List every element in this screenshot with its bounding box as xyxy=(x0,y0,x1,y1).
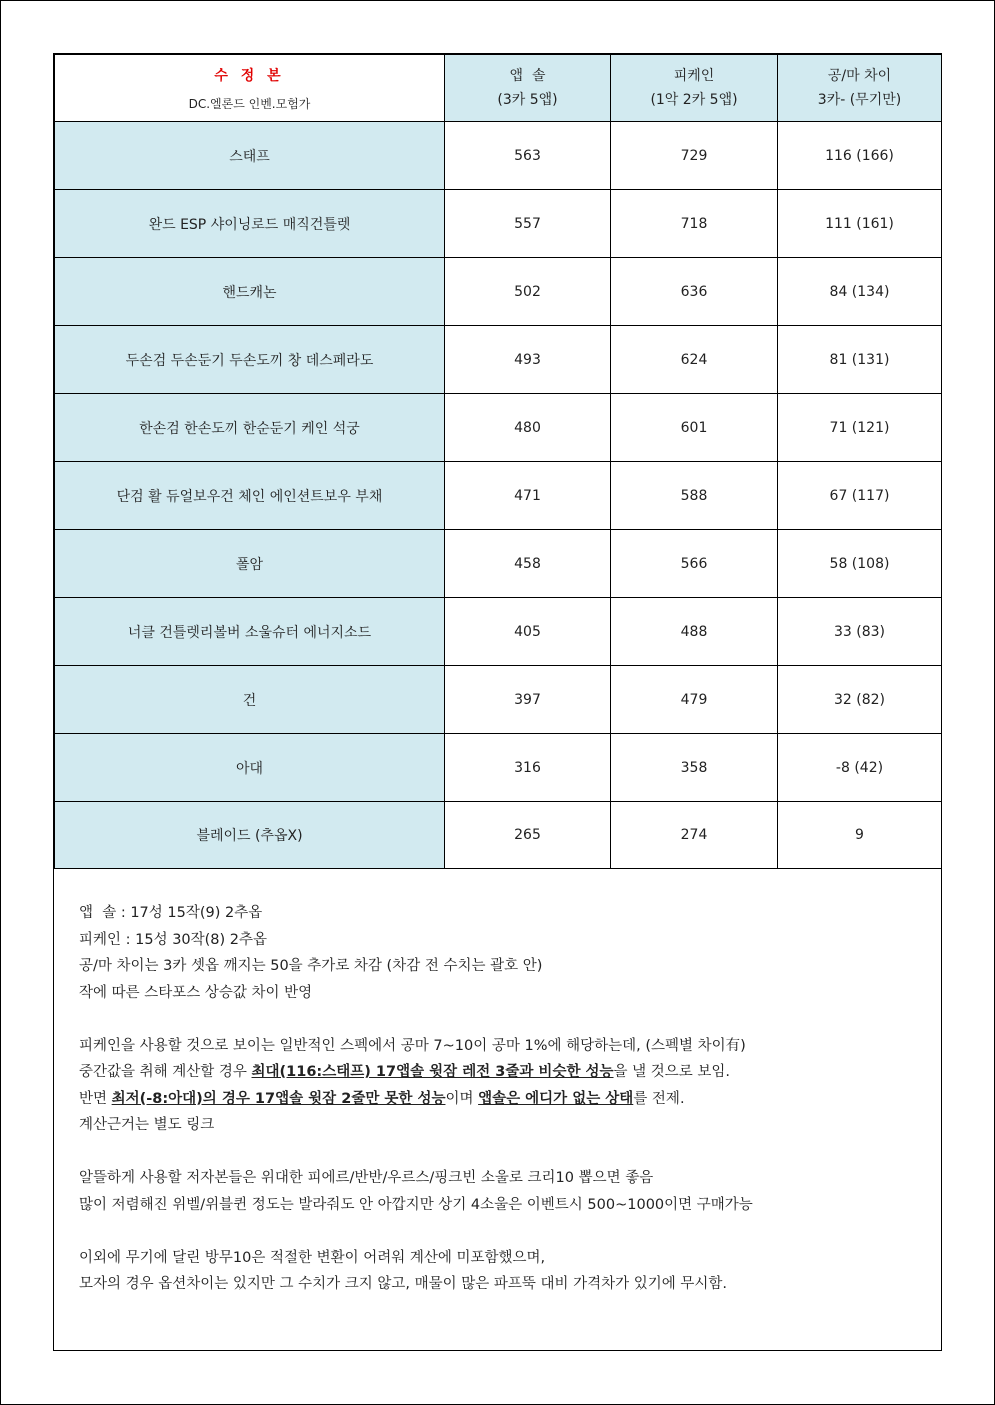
pcane-cell: 729 xyxy=(611,122,778,190)
note-line: 반면 최저(-8:아대)의 경우 17앱솔 윗잠 2줄만 못한 성능이며 앱솔은 에디가 없는 상태를 전제. xyxy=(79,1090,685,1107)
weapon-cell: 스태프 xyxy=(55,122,445,190)
table-row xyxy=(55,598,942,666)
table-row xyxy=(55,394,942,462)
absol-cell: 265 xyxy=(445,802,611,869)
absol-cell: 502 xyxy=(445,258,611,326)
diff-cell: 111 (161) xyxy=(778,190,942,258)
table-row xyxy=(55,326,942,394)
absol-cell: 397 xyxy=(445,666,611,734)
note-line: 모자의 경우 옵션차이는 있지만 그 수치가 크지 않고, 매물이 많은 파프뚝 대비 가격차가 있기에 무시함. xyxy=(79,1276,728,1292)
diff-cell: 84 (134) xyxy=(778,258,942,326)
weapon-cell: 아대 xyxy=(55,734,445,802)
table-row xyxy=(55,462,942,530)
note-line: 피케인 : 15성 30작(8) 2추옵 xyxy=(79,931,268,948)
document-subtitle: DC.엘론드 인벤.모험가 xyxy=(188,96,311,111)
absol-cell: 557 xyxy=(445,190,611,258)
header-pcane: 피케인 (1악 2카 5앱) xyxy=(611,55,778,122)
note-line: 피케인을 사용할 것으로 보이는 일반적인 스펙에서 공마 7~10이 공마 1%에 해당하는데, (스펙별 차이有) xyxy=(79,1037,746,1054)
pcane-cell: 479 xyxy=(611,666,778,734)
table-row xyxy=(55,258,942,326)
weapon-cell: 건 xyxy=(55,666,445,734)
weapon-cell: 완드 ESP 샤이닝로드 매직건틀렛 xyxy=(55,190,445,258)
diff-cell: 33 (83) xyxy=(778,598,942,666)
weapon-cell: 단검 활 듀얼보우건 체인 에인션트보우 부채 xyxy=(55,462,445,530)
comparison-table xyxy=(54,54,942,869)
emphasis-max: 최대(116:스태프) 17앱솔 윗잠 레전 3줄과 비슷한 성능 xyxy=(251,1064,614,1080)
weapon-cell: 블레이드 (추옵X) xyxy=(55,802,445,869)
diff-cell: 32 (82) xyxy=(778,666,942,734)
diff-cell: 116 (166) xyxy=(778,122,942,190)
pcane-cell: 601 xyxy=(611,394,778,462)
table-row xyxy=(55,734,942,802)
absol-cell: 316 xyxy=(445,734,611,802)
pcane-cell: 566 xyxy=(611,530,778,598)
note-line: 알뜰하게 사용할 저자본들은 위대한 피에르/반반/우르스/핑크빈 소울로 크리10 뽑으면 좋음 xyxy=(79,1170,654,1186)
note-line: 앱 솔 : 17성 15작(9) 2추옵 xyxy=(79,905,263,921)
table-row xyxy=(55,122,942,190)
absol-cell: 458 xyxy=(445,530,611,598)
emphasis-assumption: 앱솔은 에디가 없는 상태 xyxy=(478,1090,634,1107)
note-line: 공/마 차이는 3카 셋옵 깨지는 50을 추가로 차감 (차감 전 수치는 괄호 안) xyxy=(79,958,543,974)
table-row xyxy=(55,666,942,734)
pcane-cell: 488 xyxy=(611,598,778,666)
weapon-cell: 폴암 xyxy=(55,530,445,598)
diff-cell: -8 (42) xyxy=(778,734,942,802)
header-absol: 앱 솔 (3카 5앱) xyxy=(445,55,611,122)
weapon-cell: 두손검 두손둔기 두손도끼 창 데스페라도 xyxy=(55,326,445,394)
note-line: 이외에 무기에 달린 방무10은 적절한 변환이 어려워 계산에 미포함했으며, xyxy=(79,1249,546,1266)
note-line: 중간값을 취해 계산할 경우 최대(116:스태프) 17앱솔 윗잠 레전 3줄과 비슷한 성능을 낼 것으로 보임. xyxy=(79,1064,731,1080)
diff-cell: 81 (131) xyxy=(778,326,942,394)
document-title: 수 정 본 xyxy=(214,67,285,84)
pcane-cell: 274 xyxy=(611,802,778,869)
table-row xyxy=(55,530,942,598)
diff-cell: 58 (108) xyxy=(778,530,942,598)
emphasis-min: 최저(-8:아대)의 경우 17앱솔 윗잠 2줄만 못한 성능 xyxy=(111,1090,446,1107)
pcane-cell: 636 xyxy=(611,258,778,326)
absol-cell: 563 xyxy=(445,122,611,190)
pcane-cell: 358 xyxy=(611,734,778,802)
note-line: 많이 저렴해진 위벨/위블퀸 정도는 발라줘도 안 아깝지만 상기 4소울은 이벤트시 500~1000이면 구매가능 xyxy=(79,1196,753,1213)
pcane-cell: 624 xyxy=(611,326,778,394)
notes-section xyxy=(79,900,919,1298)
table-header-row xyxy=(55,55,942,122)
header-title-cell xyxy=(55,55,445,122)
absol-cell: 493 xyxy=(445,326,611,394)
header-diff: 공/마 차이 3카- (무기만) xyxy=(778,55,942,122)
note-line: 작에 따른 스타포스 상승값 차이 반영 xyxy=(79,984,313,1001)
diff-cell: 9 xyxy=(778,802,942,869)
table-row xyxy=(55,802,942,869)
absol-cell: 405 xyxy=(445,598,611,666)
pcane-cell: 588 xyxy=(611,462,778,530)
weapon-cell: 한손검 한손도끼 한순둔기 케인 석궁 xyxy=(55,394,445,462)
note-line: 계산근거는 별도 링크 xyxy=(79,1117,215,1133)
weapon-cell: 너클 건틀렛리볼버 소울슈터 에너지소드 xyxy=(55,598,445,666)
absol-cell: 471 xyxy=(445,462,611,530)
document-box xyxy=(53,53,942,1351)
absol-cell: 480 xyxy=(445,394,611,462)
table-row xyxy=(55,190,942,258)
diff-cell: 67 (117) xyxy=(778,462,942,530)
diff-cell: 71 (121) xyxy=(778,394,942,462)
weapon-cell: 핸드캐논 xyxy=(55,258,445,326)
pcane-cell: 718 xyxy=(611,190,778,258)
